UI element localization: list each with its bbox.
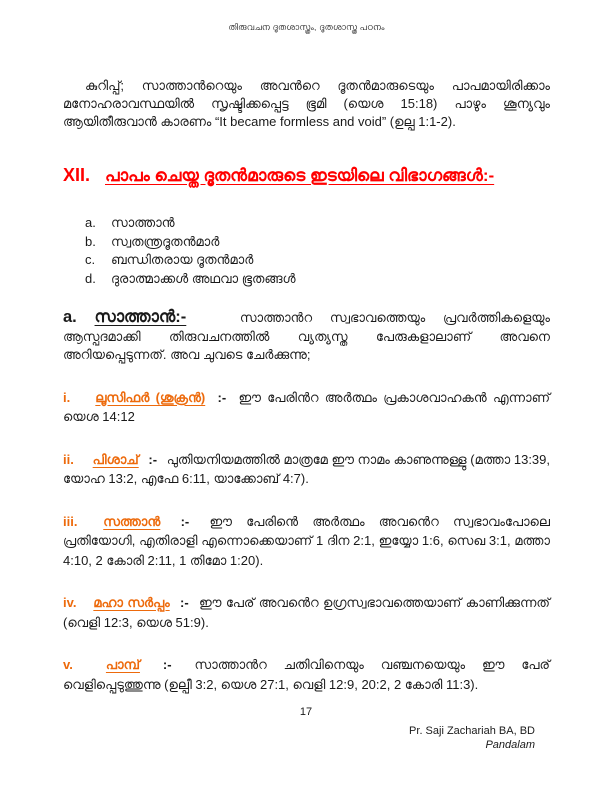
subsection-title: സാത്താൻ:- [94,308,187,326]
name-item-text: ഈ പേരിൻെ അർത്ഥം അവൻെറ സ്വഭാവംപോലെ പ്രതിയോഗി, എതിരാളി എന്നൊക്കെയാണ് 1 ദിന 2:1, ഇയ്യോ 1:6, സെഖ 3:1, മത്താ 4:10, 2 കോരി 2:11, 1 തിമോ 1:20). [63,513,550,568]
name-item-label: മഹാ സർപ്പം [93,595,170,610]
name-item-label: ലൂസിഫർ (ശുക്രൻ) [95,389,206,405]
section-heading-title: പാപം ചെയ്ത ദൂതൻമാരുടെ ഇടയിലെ വിഭാഗങ്ങൾ:- [105,166,495,185]
name-item [63,655,550,694]
intro-paragraph: കുറിപ്പ്; സാത്താൻറെയും അവൻറെ ദൂതൻമാരുടെയും പാപമായിരിക്കാം മനോഹരാവസ്ഥയിൽ സൃഷ്ടിക്കപ്പെട്ട ഭൂമി (യെശ 15:18) പാഴും ശൂന്യവും ആയിതീരുവാൻ കാരണം “It became formless and void” (ഉല്പ 1:1-2). [63,78,550,129]
name-item-separator: :- [217,389,227,405]
name-item-label: പാമ്പ് [105,657,140,672]
name-item-separator: :- [180,513,190,529]
footer-author: Pr. Saji Zachariah BA, BD [409,725,535,737]
running-header: തിരുവചന ദൂതശാസ്ത്രം, ദൂതശാസ്ത്ര പഠനം [228,22,385,32]
section-heading-numeral: XII. [63,165,91,185]
name-item [63,450,550,489]
name-item-separator: :- [162,657,172,672]
list-item-marker: b. [85,233,96,249]
name-item-marker: i. [63,389,71,405]
name-item-text: ഈ പേരിൻറ അർത്ഥം പ്രകാശവാഹകൻ എന്നാണ് യെശ 14:12 [63,389,551,424]
name-item-marker: iii. [63,513,78,529]
section-heading [63,157,550,194]
list-item-text: സാത്താൻ [111,215,175,230]
list-item [85,251,550,270]
name-item-marker: v. [63,657,73,672]
name-item-label: പിശാച് [92,451,139,467]
name-item [63,388,550,427]
list-item-text: ദുരാത്മാക്കൾ അഥവാ ഭൂതങ്ങൾ [111,270,296,286]
footer-place: Pandalam [485,739,535,751]
name-item-separator: :- [180,595,189,610]
list-item [85,214,550,233]
subsection-marker: a. [63,308,77,326]
subsection-body: സാത്താൻറ സ്വഭാവത്തെയും പ്രവർത്തികളെയും ആസ്പദമാക്കി തിരുവചനത്തിൽ വ്യത്യസ്ത പേരുകളാലാണ് അവനെ അറിയപ്പെടുന്നത്. അവ ചുവടെ ചേർക്കുന്നു; [63,310,550,362]
list-item [85,270,550,289]
list-item-marker: d. [85,270,96,286]
list-item [85,233,550,252]
name-item-marker: ii. [63,451,74,467]
subsection-satan [63,308,550,365]
name-item-text: ഈ പേര് അവൻെറ ഉഗ്രസ്വഭാവത്തെയാണ് കാണിക്കുന്നത് (വെളി 12:3, യെശ 51:9). [63,595,550,630]
name-item-separator: :- [148,451,158,467]
list-item-text: ബന്ധിതരായ ദൂതൻമാർ [111,252,254,267]
name-item-text: പുതിയനിയമത്തിൽ മാത്രമേ ഈ നാമം കാണുന്നുള്ളു (മത്താ 13:39, യോഹ 13:2, എഫേ 6:11, യാക്കോബ് 4:7). [63,451,551,486]
name-item [63,593,550,632]
name-item-text: സാത്താൻറ ചതിവിനെയും വഞ്ചനയെയും ഈ പേര് വെളിപ്പെടുത്തുന്നു (ഉല്പീ 3:2, യെശ 27:1, വെളി 12:9, 20:2, 2 കോരി 11:3). [63,657,550,692]
name-item-marker: iv. [63,595,77,610]
list-item-marker: a. [85,215,96,230]
name-item-label: സത്താൻ [103,513,161,529]
category-list [63,214,550,288]
page-number: 17 [299,706,313,718]
footer [409,724,535,752]
name-item [63,512,550,571]
list-item-marker: c. [85,252,96,267]
list-item-text: സ്വതന്ത്രദൂതൻമാർ [111,233,220,249]
